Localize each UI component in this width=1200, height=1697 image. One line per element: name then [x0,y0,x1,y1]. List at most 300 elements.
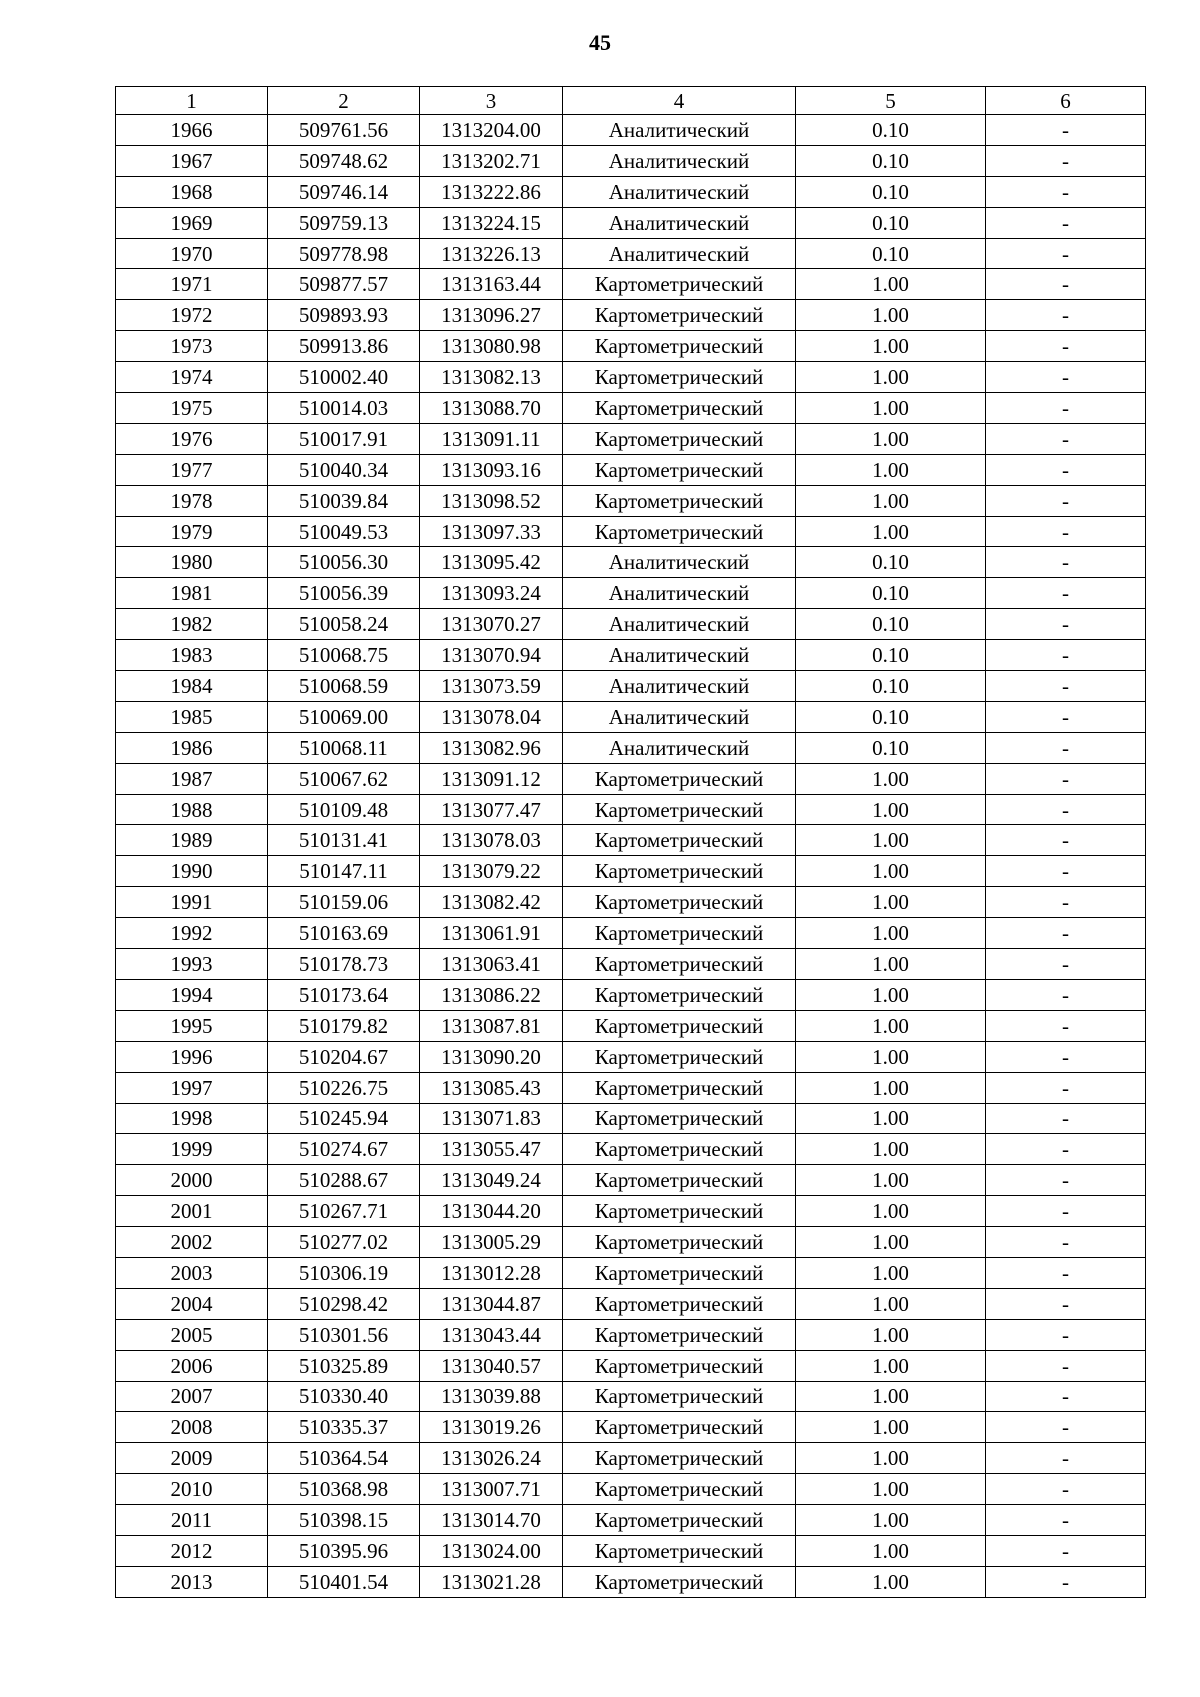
method-cell: Картометрический [563,393,796,424]
point-number-cell: 1982 [116,609,268,640]
y-coordinate-cell: 1313093.24 [420,578,563,609]
y-coordinate-cell: 1313090.20 [420,1041,563,1072]
point-number-cell: 1966 [116,115,268,146]
accuracy-cell: 1.00 [796,825,986,856]
note-cell: - [986,1412,1146,1443]
table-row [116,1566,1146,1597]
accuracy-cell: 0.10 [796,238,986,269]
note-cell: - [986,1041,1146,1072]
note-cell: - [986,1196,1146,1227]
x-coordinate-cell: 509913.86 [268,331,420,362]
point-number-cell: 2011 [116,1505,268,1536]
accuracy-cell: 1.00 [796,393,986,424]
x-coordinate-cell: 510159.06 [268,887,420,918]
table-row [116,1412,1146,1443]
method-cell: Картометрический [563,300,796,331]
table-row [116,732,1146,763]
table-row [116,856,1146,887]
method-cell: Картометрический [563,1041,796,1072]
accuracy-cell: 1.00 [796,1319,986,1350]
y-coordinate-cell: 1313070.27 [420,609,563,640]
method-cell: Картометрический [563,1165,796,1196]
y-coordinate-cell: 1313082.96 [420,732,563,763]
method-cell: Аналитический [563,578,796,609]
accuracy-cell: 1.00 [796,1443,986,1474]
method-cell: Аналитический [563,176,796,207]
y-coordinate-cell: 1313079.22 [420,856,563,887]
x-coordinate-cell: 510288.67 [268,1165,420,1196]
column-header: 2 [268,87,420,115]
y-coordinate-cell: 1313222.86 [420,176,563,207]
note-cell: - [986,763,1146,794]
accuracy-cell: 0.10 [796,547,986,578]
point-number-cell: 1983 [116,640,268,671]
method-cell: Картометрический [563,1535,796,1566]
table-row [116,949,1146,980]
method-cell: Картометрический [563,1350,796,1381]
note-cell: - [986,1072,1146,1103]
accuracy-cell: 1.00 [796,1103,986,1134]
accuracy-cell: 1.00 [796,1041,986,1072]
point-number-cell: 1974 [116,362,268,393]
x-coordinate-cell: 510301.56 [268,1319,420,1350]
point-number-cell: 2000 [116,1165,268,1196]
point-number-cell: 2010 [116,1474,268,1505]
y-coordinate-cell: 1313088.70 [420,393,563,424]
point-number-cell: 1984 [116,671,268,702]
note-cell: - [986,176,1146,207]
point-number-cell: 1976 [116,423,268,454]
accuracy-cell: 0.10 [796,671,986,702]
method-cell: Картометрический [563,485,796,516]
table-row [116,1535,1146,1566]
accuracy-cell: 1.00 [796,423,986,454]
note-cell: - [986,671,1146,702]
point-number-cell: 1978 [116,485,268,516]
column-header: 3 [420,87,563,115]
point-number-cell: 2013 [116,1566,268,1597]
y-coordinate-cell: 1313014.70 [420,1505,563,1536]
method-cell: Аналитический [563,732,796,763]
x-coordinate-cell: 510068.11 [268,732,420,763]
point-number-cell: 1996 [116,1041,268,1072]
x-coordinate-cell: 510068.75 [268,640,420,671]
x-coordinate-cell: 509761.56 [268,115,420,146]
note-cell: - [986,1443,1146,1474]
y-coordinate-cell: 1313204.00 [420,115,563,146]
y-coordinate-cell: 1313082.42 [420,887,563,918]
point-number-cell: 2001 [116,1196,268,1227]
note-cell: - [986,1227,1146,1258]
y-coordinate-cell: 1313078.04 [420,701,563,732]
y-coordinate-cell: 1313044.87 [420,1288,563,1319]
accuracy-cell: 1.00 [796,1535,986,1566]
note-cell: - [986,423,1146,454]
method-cell: Картометрический [563,763,796,794]
note-cell: - [986,1566,1146,1597]
note-cell: - [986,331,1146,362]
y-coordinate-cell: 1313005.29 [420,1227,563,1258]
method-cell: Картометрический [563,979,796,1010]
note-cell: - [986,640,1146,671]
note-cell: - [986,979,1146,1010]
x-coordinate-cell: 510058.24 [268,609,420,640]
x-coordinate-cell: 510147.11 [268,856,420,887]
x-coordinate-cell: 510002.40 [268,362,420,393]
y-coordinate-cell: 1313063.41 [420,949,563,980]
accuracy-cell: 1.00 [796,949,986,980]
accuracy-cell: 1.00 [796,1010,986,1041]
x-coordinate-cell: 510163.69 [268,918,420,949]
x-coordinate-cell: 510274.67 [268,1134,420,1165]
table-row [116,1134,1146,1165]
accuracy-cell: 0.10 [796,640,986,671]
method-cell: Картометрический [563,1319,796,1350]
table-row [116,578,1146,609]
method-cell: Картометрический [563,887,796,918]
point-number-cell: 1990 [116,856,268,887]
coordinates-table-body [116,87,1146,1598]
table-row [116,979,1146,1010]
method-cell: Аналитический [563,701,796,732]
y-coordinate-cell: 1313061.91 [420,918,563,949]
y-coordinate-cell: 1313087.81 [420,1010,563,1041]
table-row [116,454,1146,485]
accuracy-cell: 0.10 [796,115,986,146]
point-number-cell: 1972 [116,300,268,331]
accuracy-cell: 0.10 [796,145,986,176]
y-coordinate-cell: 1313043.44 [420,1319,563,1350]
table-row [116,269,1146,300]
method-cell: Аналитический [563,671,796,702]
accuracy-cell: 1.00 [796,454,986,485]
y-coordinate-cell: 1313163.44 [420,269,563,300]
method-cell: Картометрический [563,1412,796,1443]
note-cell: - [986,794,1146,825]
method-cell: Картометрический [563,1196,796,1227]
x-coordinate-cell: 510325.89 [268,1350,420,1381]
y-coordinate-cell: 1313073.59 [420,671,563,702]
y-coordinate-cell: 1313093.16 [420,454,563,485]
point-number-cell: 1973 [116,331,268,362]
note-cell: - [986,918,1146,949]
method-cell: Картометрический [563,423,796,454]
table-row [116,1319,1146,1350]
note-cell: - [986,1350,1146,1381]
table-row [116,238,1146,269]
table-row [116,1474,1146,1505]
x-coordinate-cell: 509748.62 [268,145,420,176]
accuracy-cell: 1.00 [796,331,986,362]
method-cell: Картометрический [563,1072,796,1103]
note-cell: - [986,1134,1146,1165]
method-cell: Аналитический [563,115,796,146]
x-coordinate-cell: 510049.53 [268,516,420,547]
table-row [116,609,1146,640]
y-coordinate-cell: 1313095.42 [420,547,563,578]
x-coordinate-cell: 510039.84 [268,485,420,516]
table-row [116,1350,1146,1381]
note-cell: - [986,1535,1146,1566]
table-row [116,1227,1146,1258]
column-header: 4 [563,87,796,115]
accuracy-cell: 1.00 [796,1566,986,1597]
table-row [116,1041,1146,1072]
column-header: 1 [116,87,268,115]
note-cell: - [986,856,1146,887]
method-cell: Аналитический [563,547,796,578]
point-number-cell: 1969 [116,207,268,238]
method-cell: Картометрический [563,918,796,949]
point-number-cell: 2009 [116,1443,268,1474]
point-number-cell: 1979 [116,516,268,547]
note-cell: - [986,1010,1146,1041]
note-cell: - [986,145,1146,176]
x-coordinate-cell: 510368.98 [268,1474,420,1505]
note-cell: - [986,1288,1146,1319]
x-coordinate-cell: 510017.91 [268,423,420,454]
method-cell: Картометрический [563,794,796,825]
accuracy-cell: 1.00 [796,362,986,393]
x-coordinate-cell: 510335.37 [268,1412,420,1443]
accuracy-cell: 1.00 [796,887,986,918]
x-coordinate-cell: 510056.30 [268,547,420,578]
x-coordinate-cell: 510056.39 [268,578,420,609]
point-number-cell: 2012 [116,1535,268,1566]
x-coordinate-cell: 509877.57 [268,269,420,300]
accuracy-cell: 1.00 [796,794,986,825]
accuracy-cell: 1.00 [796,485,986,516]
note-cell: - [986,1165,1146,1196]
method-cell: Картометрический [563,362,796,393]
accuracy-cell: 1.00 [796,1196,986,1227]
x-coordinate-cell: 510277.02 [268,1227,420,1258]
point-number-cell: 1992 [116,918,268,949]
point-number-cell: 2008 [116,1412,268,1443]
method-cell: Картометрический [563,949,796,980]
method-cell: Картометрический [563,1103,796,1134]
note-cell: - [986,1319,1146,1350]
table-row [116,176,1146,207]
note-cell: - [986,1381,1146,1412]
coordinates-table [115,86,1146,1598]
point-number-cell: 2003 [116,1257,268,1288]
accuracy-cell: 1.00 [796,1134,986,1165]
accuracy-cell: 0.10 [796,701,986,732]
note-cell: - [986,1474,1146,1505]
table-row [116,145,1146,176]
accuracy-cell: 1.00 [796,1505,986,1536]
note-cell: - [986,701,1146,732]
table-row [116,1288,1146,1319]
table-row [116,1196,1146,1227]
y-coordinate-cell: 1313080.98 [420,331,563,362]
note-cell: - [986,609,1146,640]
method-cell: Картометрический [563,1288,796,1319]
point-number-cell: 1986 [116,732,268,763]
point-number-cell: 1971 [116,269,268,300]
table-row [116,671,1146,702]
point-number-cell: 1985 [116,701,268,732]
note-cell: - [986,1505,1146,1536]
y-coordinate-cell: 1313226.13 [420,238,563,269]
y-coordinate-cell: 1313024.00 [420,1535,563,1566]
accuracy-cell: 1.00 [796,856,986,887]
point-number-cell: 1975 [116,393,268,424]
point-number-cell: 1998 [116,1103,268,1134]
accuracy-cell: 1.00 [796,516,986,547]
note-cell: - [986,887,1146,918]
accuracy-cell: 0.10 [796,176,986,207]
method-cell: Аналитический [563,207,796,238]
x-coordinate-cell: 510040.34 [268,454,420,485]
y-coordinate-cell: 1313044.20 [420,1196,563,1227]
y-coordinate-cell: 1313096.27 [420,300,563,331]
y-coordinate-cell: 1313078.03 [420,825,563,856]
table-row [116,1443,1146,1474]
note-cell: - [986,516,1146,547]
y-coordinate-cell: 1313071.83 [420,1103,563,1134]
table-row [116,918,1146,949]
table-row [116,887,1146,918]
y-coordinate-cell: 1313026.24 [420,1443,563,1474]
table-row [116,485,1146,516]
y-coordinate-cell: 1313224.15 [420,207,563,238]
method-cell: Картометрический [563,1566,796,1597]
table-row [116,1381,1146,1412]
note-cell: - [986,362,1146,393]
x-coordinate-cell: 509778.98 [268,238,420,269]
method-cell: Аналитический [563,640,796,671]
x-coordinate-cell: 510178.73 [268,949,420,980]
table-row [116,794,1146,825]
accuracy-cell: 1.00 [796,1288,986,1319]
note-cell: - [986,454,1146,485]
point-number-cell: 2002 [116,1227,268,1258]
table-row [116,516,1146,547]
x-coordinate-cell: 510395.96 [268,1535,420,1566]
point-number-cell: 1999 [116,1134,268,1165]
y-coordinate-cell: 1313007.71 [420,1474,563,1505]
x-coordinate-cell: 510401.54 [268,1566,420,1597]
x-coordinate-cell: 510298.42 [268,1288,420,1319]
note-cell: - [986,547,1146,578]
method-cell: Аналитический [563,609,796,640]
y-coordinate-cell: 1313097.33 [420,516,563,547]
y-coordinate-cell: 1313082.13 [420,362,563,393]
x-coordinate-cell: 509759.13 [268,207,420,238]
x-coordinate-cell: 510398.15 [268,1505,420,1536]
method-cell: Аналитический [563,238,796,269]
point-number-cell: 2004 [116,1288,268,1319]
y-coordinate-cell: 1313049.24 [420,1165,563,1196]
y-coordinate-cell: 1313202.71 [420,145,563,176]
table-row [116,1010,1146,1041]
x-coordinate-cell: 510204.67 [268,1041,420,1072]
accuracy-cell: 1.00 [796,763,986,794]
x-coordinate-cell: 510179.82 [268,1010,420,1041]
table-row [116,393,1146,424]
point-number-cell: 1981 [116,578,268,609]
method-cell: Картометрический [563,825,796,856]
method-cell: Картометрический [563,269,796,300]
method-cell: Аналитический [563,145,796,176]
x-coordinate-cell: 510173.64 [268,979,420,1010]
table-row [116,701,1146,732]
y-coordinate-cell: 1313012.28 [420,1257,563,1288]
accuracy-cell: 1.00 [796,1072,986,1103]
table-row [116,1103,1146,1134]
point-number-cell: 1989 [116,825,268,856]
point-number-cell: 1991 [116,887,268,918]
note-cell: - [986,1103,1146,1134]
x-coordinate-cell: 510109.48 [268,794,420,825]
point-number-cell: 1988 [116,794,268,825]
point-number-cell: 1967 [116,145,268,176]
column-header: 6 [986,87,1146,115]
note-cell: - [986,578,1146,609]
y-coordinate-cell: 1313019.26 [420,1412,563,1443]
point-number-cell: 1994 [116,979,268,1010]
x-coordinate-cell: 510068.59 [268,671,420,702]
table-row [116,423,1146,454]
x-coordinate-cell: 510330.40 [268,1381,420,1412]
table-row [116,825,1146,856]
note-cell: - [986,238,1146,269]
y-coordinate-cell: 1313091.12 [420,763,563,794]
x-coordinate-cell: 510364.54 [268,1443,420,1474]
accuracy-cell: 1.00 [796,300,986,331]
table-row [116,640,1146,671]
accuracy-cell: 0.10 [796,609,986,640]
x-coordinate-cell: 510306.19 [268,1257,420,1288]
table-row [116,763,1146,794]
note-cell: - [986,207,1146,238]
accuracy-cell: 1.00 [796,1350,986,1381]
y-coordinate-cell: 1313098.52 [420,485,563,516]
y-coordinate-cell: 1313077.47 [420,794,563,825]
table-row [116,115,1146,146]
note-cell: - [986,115,1146,146]
accuracy-cell: 0.10 [796,207,986,238]
accuracy-cell: 1.00 [796,1381,986,1412]
method-cell: Картометрический [563,1134,796,1165]
accuracy-cell: 1.00 [796,979,986,1010]
y-coordinate-cell: 1313086.22 [420,979,563,1010]
x-coordinate-cell: 510226.75 [268,1072,420,1103]
point-number-cell: 1997 [116,1072,268,1103]
note-cell: - [986,300,1146,331]
accuracy-cell: 0.10 [796,578,986,609]
method-cell: Картометрический [563,516,796,547]
point-number-cell: 2005 [116,1319,268,1350]
method-cell: Картометрический [563,331,796,362]
point-number-cell: 2006 [116,1350,268,1381]
table-row [116,207,1146,238]
note-cell: - [986,732,1146,763]
method-cell: Картометрический [563,1443,796,1474]
accuracy-cell: 1.00 [796,1474,986,1505]
y-coordinate-cell: 1313055.47 [420,1134,563,1165]
point-number-cell: 1987 [116,763,268,794]
x-coordinate-cell: 510067.62 [268,763,420,794]
page-number: 45 [589,30,611,55]
method-cell: Картометрический [563,1505,796,1536]
table-row [116,1505,1146,1536]
accuracy-cell: 1.00 [796,269,986,300]
table-header-row [116,87,1146,115]
y-coordinate-cell: 1313040.57 [420,1350,563,1381]
